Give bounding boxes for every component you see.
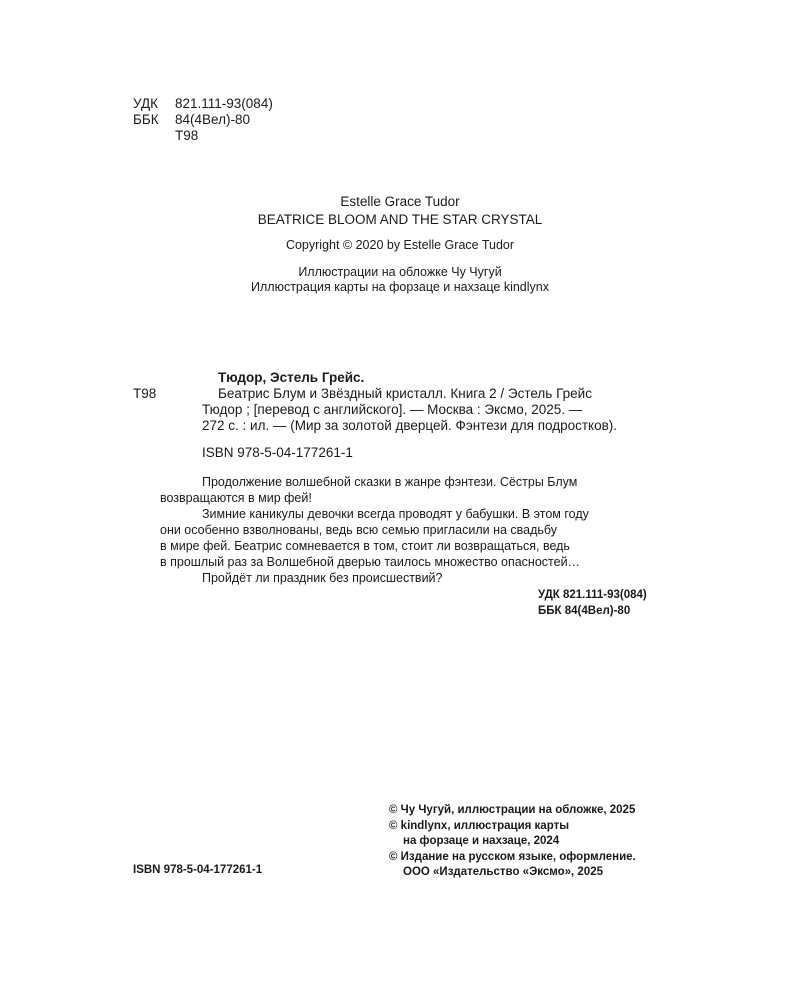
copyright-line: © kindlynx, иллюстрация карты xyxy=(389,819,570,832)
author-mark: Т98 xyxy=(175,128,199,143)
original-author: Estelle Grace Tudor xyxy=(340,194,460,209)
catalog-mark: Т98 xyxy=(133,386,157,401)
index-udk: УДК 821.111-93(084) xyxy=(538,589,647,601)
bbk-row xyxy=(133,112,273,128)
annotation-line: возвращаются в мир фей! xyxy=(160,491,312,505)
original-copyright: Copyright © 2020 by Estelle Grace Tudor xyxy=(285,238,515,252)
annotation-line: они особенно взволнованы, ведь всю семью пригласили на свадьбу xyxy=(160,523,558,537)
annotation-line: в мире фей. Беатрис сомневается в том, стоит ли возвращаться, ведь xyxy=(160,539,570,553)
copyright-line: ООО «Издательство «Эксмо», 2025 xyxy=(403,866,603,878)
annotation-line: Пройдёт ли праздник без происшествий? xyxy=(202,571,443,585)
udk-row xyxy=(133,96,273,112)
annotation-line: в прошлый раз за Волшебной дверью таилось множество опасностей… xyxy=(160,555,581,569)
bbk-value: 84(4Вел)-80 xyxy=(175,112,250,127)
author-mark-row xyxy=(133,128,273,144)
original-title: BEATRICE BLOOM AND THE STAR CRYSTAL xyxy=(257,212,543,227)
udk-value: 821.111-93(084) xyxy=(175,96,273,111)
catalog-isbn: ISBN 978-5-04-177261-1 xyxy=(202,445,353,460)
catalog-heading: Тюдор, Эстель Грейс. xyxy=(218,370,365,385)
footer-copyright xyxy=(389,803,709,881)
credit-cover: Иллюстрации на обложке Чу Чугуй xyxy=(298,265,502,279)
index-bbk: ББК 84(4Вел)-80 xyxy=(538,605,631,617)
annotation xyxy=(160,474,680,586)
copyright-line: © Издание на русском языке, оформление. xyxy=(389,850,636,863)
classification-block xyxy=(133,96,273,144)
udk-label: УДК xyxy=(133,96,158,111)
bbk-label: ББК xyxy=(133,112,159,127)
copyright-line: на форзаце и нахзаце, 2024 xyxy=(403,835,560,847)
catalog-line: 272 с. : ил. — (Мир за золотой дверцей. Фэнтези для подростков). xyxy=(202,418,618,433)
credit-map: Иллюстрация карты на форзаце и нахзаце kindlynx xyxy=(251,280,549,294)
copyright-line: © Чу Чугуй, иллюстрации на обложке, 2025 xyxy=(389,804,636,816)
catalog-description xyxy=(202,386,672,434)
annotation-line: Продолжение волшебной сказки в жанре фэнтези. Сёстры Блум xyxy=(202,475,578,489)
footer-isbn: ISBN 978-5-04-177261-1 xyxy=(133,864,263,876)
catalog-line: Беатрис Блум и Звёздный кристалл. Книга 2 / Эстель Грейс xyxy=(218,386,592,401)
catalog-line: Тюдор ; [перевод с английского]. — Москва : Эксмо, 2025. — xyxy=(202,402,583,417)
annotation-line: Зимние каникулы девочки всегда проводят у бабушки. В этом году xyxy=(202,507,589,521)
